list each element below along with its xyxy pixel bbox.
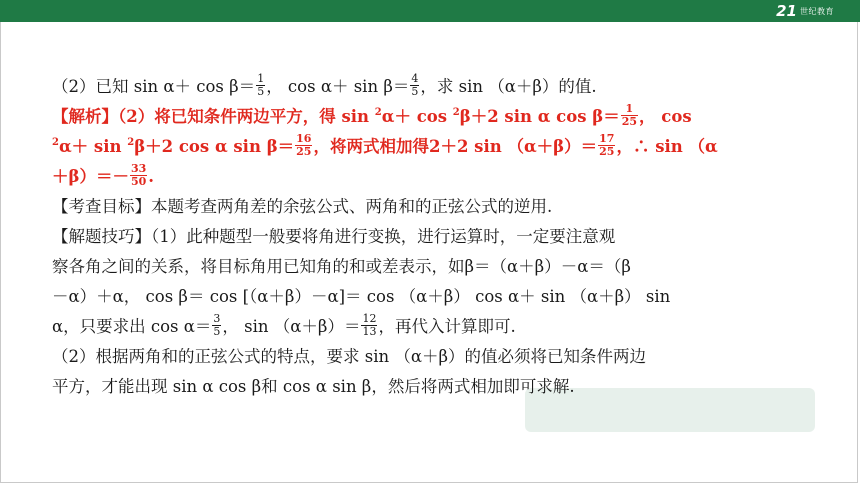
solution-tag: 【解析】 [52, 107, 118, 126]
top-banner [0, 0, 860, 22]
technique-tag: 【解题技巧】 [52, 227, 151, 246]
technique-line-1: 【解题技巧】（1）此种题型一般要将角进行变换，进行运算时，一定要注意观 [52, 227, 616, 246]
technique-line-4: α，只要求出 cos α＝ $\frac{3}{5}$ ， sin （α＋β）＝ $\frac{12}{13}$ ，再代入计算即可. [52, 312, 516, 338]
problem-text-2: ， cos α＋ sin β＝ [266, 77, 410, 96]
problem-text-3: ，求 sin （α＋β）的值. [420, 77, 597, 96]
logo-text: 世纪教育 [800, 6, 834, 16]
fraction: $\frac{1}{5}$ [257, 72, 265, 98]
fraction: $\frac{16}{25}$ [296, 132, 312, 158]
objective-text: 本题考查两角差的余弦公式、两角和的正弦公式的逆用. [151, 197, 553, 216]
solution-line-1: 【解析】（2）将已知条件两边平方，得 sin $^2$α＋ cos $^2$β＋2 sin α cos β＝ $\frac{1}{25}$ ， cos [52, 102, 692, 128]
fraction: $\frac{3}{5}$ [213, 312, 221, 338]
problem-line [52, 72, 812, 102]
fraction: $\frac{4}{5}$ [411, 72, 419, 98]
slide-content [52, 72, 812, 402]
problem-text-1: （2）已知 sin α＋ cos β＝ [52, 77, 256, 96]
objective-tag: 【考查目标】 [52, 197, 151, 216]
fraction: $\frac{33}{50}$ [130, 162, 147, 188]
technique-line-2: 察各角之间的关系，将目标角用已知角的和或差表示，如β＝（α＋β）－α＝（β [52, 257, 631, 276]
fraction: $\frac{1}{25}$ [621, 102, 638, 128]
technique-line-3: －α）＋α， cos β＝ cos [（α＋β）－α]＝ cos （α＋β） cos α＋ sin （α＋β） sin [52, 287, 671, 306]
brand-logo [776, 1, 834, 21]
technique-line-6: 平方，才能出现 sin α cos β和 cos α sin β，然后将两式相加即可求解. [52, 377, 575, 396]
technique-line-5: （2）根据两角和的正弦公式的特点，要求 sin （α＋β）的值必须将已知条件两边 [52, 347, 647, 366]
objective-line [52, 192, 812, 222]
logo-mark: 21 [776, 2, 797, 20]
solution-line-2: $^2$α＋ sin $^2$β＋2 cos α sin β＝ $\frac{16}{25}$ ，将两式相加得2＋2 sin （α＋β）＝ $\frac{17}{25}$ ，∴ sin （α [52, 132, 718, 158]
solution-line-3: ＋β）＝－ $\frac{33}{50}$ . [52, 162, 155, 188]
fraction: $\frac{12}{13}$ [362, 312, 377, 338]
fraction: $\frac{17}{25}$ [599, 132, 615, 158]
